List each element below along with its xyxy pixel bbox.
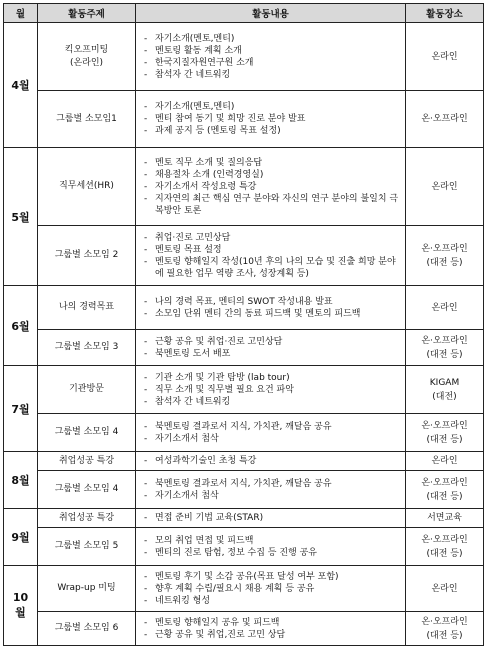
- content-cell: [136, 286, 406, 330]
- place-text: 온·오프라인: [421, 477, 468, 488]
- activity-item: - 멘티 참여 동기 및 희망 진로 분야 발표: [144, 113, 402, 125]
- activity-item: - 자기소개서 작성요령 특강: [144, 181, 402, 193]
- activity-item: - 향후 계획 수립/필요시 채용 계획 등 공유: [144, 583, 402, 595]
- place-cell: [406, 23, 484, 91]
- content-cell: [136, 471, 406, 509]
- topic-text: 기관방문: [69, 384, 104, 394]
- content-cell: [136, 452, 406, 471]
- content-cell: [136, 226, 406, 286]
- month-april-cell: [4, 23, 38, 148]
- activity-list: [144, 33, 402, 81]
- place-text: (대전 등): [426, 491, 463, 502]
- place-text: 온라인: [431, 456, 458, 466]
- month-label: 4월: [11, 79, 30, 92]
- month-july-cell: [4, 366, 38, 452]
- place-cell: [406, 148, 484, 226]
- activity-item: - 자기소개(멘토,멘티): [144, 33, 402, 45]
- activity-item: - 멘토 직무 소개 및 질의응답: [144, 157, 402, 169]
- activity-list: [144, 478, 402, 502]
- activity-item: - 기관 소개 및 기관 탐방 (lab tour): [144, 372, 402, 384]
- place-text: 온라인: [431, 181, 458, 192]
- content-cell: [136, 566, 406, 612]
- activity-item: - 여성과학기술인 초청 특강: [144, 455, 402, 467]
- content-cell: [136, 612, 406, 646]
- topic-text: (온라인): [69, 57, 104, 68]
- place-cell: [406, 612, 484, 646]
- topic-cell: [38, 330, 136, 366]
- topic-text: 그룹별 소모임 3: [54, 342, 119, 352]
- topic-text: 킥오프미팅: [64, 44, 109, 55]
- header-row: [4, 4, 484, 23]
- activity-list: [144, 157, 402, 217]
- place-cell: [406, 286, 484, 330]
- month-label: 월: [15, 606, 26, 619]
- activity-item: - 나의 경력 목표, 멘티의 SWOT 작성내용 발표: [144, 296, 402, 308]
- table-row: [4, 509, 484, 528]
- table-row: [4, 566, 484, 612]
- place-cell: [406, 471, 484, 509]
- content-cell: [136, 23, 406, 91]
- activity-item: - 멘토링 향해일지 공유 및 피드백: [144, 617, 402, 629]
- place-text: (대전): [432, 391, 457, 402]
- place-text: (대전 등): [426, 349, 463, 360]
- place-cell: [406, 566, 484, 612]
- table-row: [4, 23, 484, 91]
- month-label: 7월: [11, 402, 30, 416]
- place-cell: [406, 91, 484, 148]
- place-text: 온·오프라인: [421, 243, 468, 254]
- activity-item: - 참석자 간 네트워킹: [144, 69, 402, 81]
- activity-item: - 멘티의 진로 탐험, 정보 수집 등 진행 공유: [144, 547, 402, 559]
- place-text: 온·오프라인: [421, 616, 468, 627]
- activity-list: [144, 617, 402, 641]
- place-text: 온라인: [431, 302, 458, 313]
- activity-item: - 직무 소개 및 직무별 필요 요건 파악: [144, 384, 402, 396]
- month-label: 6월: [11, 319, 30, 333]
- topic-cell: [38, 148, 136, 226]
- activity-item: - 북멘토링 도서 배포: [144, 348, 402, 360]
- place-text: KIGAM: [429, 377, 460, 388]
- place-cell: [406, 226, 484, 286]
- content-cell: [136, 330, 406, 366]
- activity-list: [144, 296, 402, 320]
- content-cell: [136, 91, 406, 148]
- activity-list: [144, 232, 402, 280]
- table-row: [4, 330, 484, 366]
- place-text: 온라인: [431, 51, 458, 62]
- topic-cell: [38, 566, 136, 612]
- topic-text: 취업성공 특강: [58, 455, 115, 466]
- header-topic: 활동주제: [38, 4, 136, 23]
- topic-cell: [38, 366, 136, 414]
- activity-item: - 멘토링 향해일지 작성(10년 후의 나의 모습 및 진출 희망 분야에 필요한 업무 역량 조사, 성장계획 등): [144, 256, 402, 280]
- month-label: 10: [12, 591, 29, 604]
- topic-cell: [38, 471, 136, 509]
- table-row: [4, 414, 484, 452]
- activity-list: [144, 512, 402, 524]
- month-label: 5월: [11, 210, 30, 224]
- table-row: [4, 612, 484, 646]
- month-label: 9월: [11, 531, 30, 544]
- activity-item: - 한국지질자원연구원 소개: [144, 57, 402, 69]
- activity-item: - 멘토링 목표 설정: [144, 244, 402, 256]
- activity-item: - 멘토링 후기 및 소감 공유(목표 달성 여부 포함): [144, 571, 402, 583]
- schedule-body: [4, 23, 484, 646]
- table-row: [4, 148, 484, 226]
- activity-list: [144, 535, 402, 559]
- table-row: [4, 471, 484, 509]
- month-may-cell: [4, 148, 38, 286]
- place-text: 온·오프라인: [421, 534, 468, 545]
- activity-item: - 근황 공유 및 취업,진로 고민 상담: [144, 629, 402, 641]
- table-row: [4, 452, 484, 471]
- topic-cell: [38, 414, 136, 452]
- topic-text: 그룹별 소모임 5: [54, 541, 119, 551]
- activity-item: - 북멘토링 결과로서 지식, 가치관, 깨달음 공유: [144, 478, 402, 490]
- activity-item: - 면접 준비 기법 교육(STAR): [144, 512, 402, 524]
- activity-item: - 채용절차 소개 (인력경영실): [144, 169, 402, 181]
- topic-cell: [38, 23, 136, 91]
- content-cell: [136, 366, 406, 414]
- place-text: 서면교육: [427, 513, 462, 523]
- table-row: [4, 366, 484, 414]
- topic-cell: [38, 509, 136, 528]
- topic-cell: [38, 528, 136, 566]
- topic-text: 그룹별 소모임1: [56, 113, 117, 124]
- activity-item: - 멘토링 활동 계획 소개: [144, 45, 402, 57]
- place-text: (대전 등): [426, 548, 463, 559]
- month-june-cell: [4, 286, 38, 366]
- place-cell: [406, 414, 484, 452]
- activity-item: - 소모임 단위 멘티 간의 동료 피드백 및 멘토의 피드백: [144, 308, 402, 320]
- content-cell: [136, 509, 406, 528]
- place-cell: [406, 509, 484, 528]
- topic-text: Wrap-up 미팅: [57, 583, 116, 593]
- place-text: 온라인: [431, 583, 458, 594]
- topic-cell: [38, 226, 136, 286]
- place-text: (대전 등): [426, 434, 463, 445]
- month-september-cell: [4, 509, 38, 566]
- topic-text: 그룹별 소모임 2: [54, 250, 119, 260]
- topic-cell: [38, 452, 136, 471]
- place-cell: [406, 366, 484, 414]
- activity-item: - 지자연의 최근 핵심 연구 분야와 자신의 연구 분야의 불일치 극복방안 토론: [144, 193, 402, 217]
- content-cell: [136, 528, 406, 566]
- topic-text: 나의 경력목표: [58, 302, 115, 312]
- place-cell: [406, 452, 484, 471]
- place-text: (대전 등): [426, 630, 463, 641]
- table-row: [4, 91, 484, 148]
- topic-cell: [38, 612, 136, 646]
- activity-item: - 자기소개서 첨삭: [144, 433, 402, 445]
- topic-text: 취업성공 특강: [58, 512, 115, 523]
- topic-cell: [38, 286, 136, 330]
- activity-list: [144, 101, 402, 137]
- activity-item: - 자기소개(멘토,멘티): [144, 101, 402, 113]
- activity-list: [144, 372, 402, 408]
- table-row: [4, 286, 484, 330]
- activity-item: - 모의 취업 면접 및 피드백: [144, 535, 402, 547]
- table-row: [4, 226, 484, 286]
- activity-list: [144, 421, 402, 445]
- activity-list: [144, 571, 402, 607]
- activity-item: - 취업·진로 고민상담: [144, 232, 402, 244]
- table-row: [4, 528, 484, 566]
- activity-item: - 네트워킹 형성: [144, 595, 402, 607]
- activity-list: [144, 455, 402, 467]
- activity-item: - 북멘토링 결과로서 지식, 가치관, 깨달음 공유: [144, 421, 402, 433]
- topic-cell: [38, 91, 136, 148]
- activity-list: [144, 336, 402, 360]
- header-place: 활동장소: [406, 4, 484, 23]
- place-cell: [406, 330, 484, 366]
- content-cell: [136, 148, 406, 226]
- activity-item: - 근황 공유 및 취업·진로 고민상담: [144, 336, 402, 348]
- activity-item: - 자기소개서 첨삭: [144, 490, 402, 502]
- topic-text: 그룹별 소모임 6: [54, 623, 119, 633]
- place-text: 온·오프라인: [421, 335, 468, 346]
- topic-text: 직무세션(HR): [59, 181, 114, 191]
- activity-schedule-table: [3, 3, 484, 646]
- place-text: (대전 등): [426, 257, 463, 268]
- topic-text: 그룹별 소모임 4: [54, 427, 119, 437]
- activity-item: - 과제 공지 등 (멘토링 목표 설정): [144, 125, 402, 137]
- month-label: 8월: [11, 474, 30, 487]
- content-cell: [136, 414, 406, 452]
- header-content: 활동내용: [136, 4, 406, 23]
- topic-text: 그룹별 소모임 4: [54, 484, 119, 494]
- header-month: 월: [4, 4, 38, 23]
- activity-item: - 참석자 간 네트워킹: [144, 396, 402, 408]
- place-text: 온·오프라인: [421, 420, 468, 431]
- place-cell: [406, 528, 484, 566]
- month-august-cell: [4, 452, 38, 509]
- place-text: 온·오프라인: [421, 114, 468, 124]
